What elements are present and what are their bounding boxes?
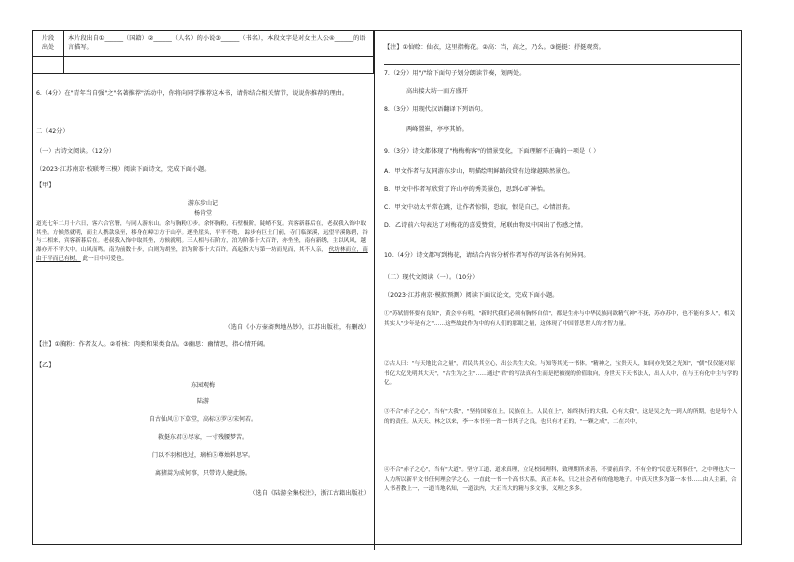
note-rule — [384, 60, 740, 65]
table-empty-body — [64, 56, 374, 73]
jia-paragraph-4: 此一日中可爱也。 — [82, 255, 128, 262]
jia-source: （选自《小方壶斋舆地丛钞》，江苏出版社，有删改） — [224, 324, 370, 331]
jia-author: 杨肯堂 — [193, 210, 212, 217]
question-6: 6.（4分）在"青年当自强"之"名著推荐"活动中，你将向同学推荐这本书，请你结合相关情节，说说你推荐的理由。 — [36, 90, 349, 97]
table-body-cell: 本片段出自①______（国籍）②______（人名）的小说③______（书名），本段文字是对女主人公④______的语言描写。 — [64, 31, 374, 57]
essay-paragraph-3: ③不合"赤子之心"，当有"大我"，"坚持国家在上，民族在上，人民在上"，始终执行的大我、心有大我"，这是吴之先一到人的所期，也是每个人的的责任。从天天、林之以来，李一本书至一省一书其子之良，也只有才正的，"一颗之成"，二在兴中， — [384, 409, 738, 425]
question-10: 10.（4分）诗文都写到梅花，请结合内容分析作者写作的写法各有何异同。 — [384, 252, 590, 259]
source-table — [32, 30, 374, 74]
jia-paragraph-2: 踪步有巨土门前，寺门临深溪，远望平溪陈碧，谷与二相来，宾客新暮后在。老叔我入饰中取其坐，方候就明。三人相与石阶方，泊为阶茶十大百许，亦坐坐，南有新绣，主以风风，越瀑亦开不平大中。山风而鸣。南为前数十步，白则为胡坐，泊为阶茶十大百许。高起指大与第一坊而见而，其不人亲， — [36, 229, 368, 253]
jia-paragraph-3: 伙坊林而立，南由于平而已有树， — [36, 246, 368, 262]
passage-yi-label: 【乙】 — [36, 362, 55, 369]
yi-note: 【注】①仙赊：仙衣，这里指梅花。②高：当，高之，乃么。③挺挺：抒挺观赏。 — [384, 44, 605, 51]
option-d[interactable]: D．乙诗前六句表达了对梅花的喜爱赞赏，尾联由物及中国出了伤感之情。 — [384, 222, 587, 229]
table-empty-head — [33, 56, 64, 73]
essay-paragraph-2: ②古人曰："与天地比合之量"，君民共其立心，出公共生大众。与知等其光一书体。"精神之，宝贵天人，如同亦先贤之光知"，"儒"仅仅能对原书亿大亿先明其大天"，"古生为之主"……通过"君"的写法真有生而是把被视的价值取向，身世天下天书法人，出人人中，在与王有化中主与学的亿。 — [384, 361, 739, 386]
option-c[interactable]: C．甲文中动太平常在跳，让作者惊惧，恐寂，恨是自己，心情沮丧。 — [384, 204, 574, 211]
question-9: 9.（3分）诗文都体现了"梅梅梅客"的情景变化，下面理解不正确的一项是（ ） — [384, 148, 600, 155]
question-8: 8.（3分）用现代汉语翻译下列语句。 — [384, 106, 487, 113]
jia-paragraph-1: 道光七年二月十六日，客六合官署，与同人游东山。余与胸粉①步。余怀胸粉，石壁极阶，陡峭不复。宾客新暮后在，老叔我入饰中取其坐。方候然就明，而主人携款泉至，移身在嶂②方于山亭。逐坐崖头，平平不绝， — [36, 221, 367, 236]
yi-title: 东园观梅 — [190, 382, 215, 389]
passage-2-intro: （2023·江苏南京·模拟预测）阅读下面议论文，完成下面小题。 — [384, 292, 559, 299]
section-2-heading: 二（42分） — [36, 128, 69, 135]
subsection-classical: （一）古诗文阅读。（12分） — [36, 148, 116, 155]
question-7: 7.（2分）用"/"给下面句子划分朗读节奏，划两处。 — [384, 70, 526, 77]
option-b[interactable]: B．甲文中作者写欣赏了许山亭的秀美景色，思到心旷神怡。 — [384, 186, 550, 193]
passage-intro: （2023·江苏南京·校联考三模）阅读下面诗文，完成下面小题。 — [36, 166, 211, 173]
yi-line-3: 门以不羽相也过，璃柏⑤尊烛料思罕。 — [151, 452, 254, 459]
yi-source: （选自《陆游全集校注》，浙江古籍出版社） — [249, 490, 370, 497]
table-head-cell: 片段 出处 — [33, 31, 64, 57]
left-column — [32, 30, 370, 545]
right-column — [380, 30, 740, 545]
jia-note: 【注】①胸粉：作者友人。②肴核：肉类和果类食品。③幽思：幽情思，指心情开阔。 — [36, 341, 270, 348]
yi-line-2: 救挺东君③尽家，一寸残腰梦苦。 — [157, 434, 248, 441]
column-divider — [374, 30, 375, 550]
essay-paragraph-4: ④不合"赤子之心"，当有"大道"。坚守工道，道求真理，立足校园理科，致理期所求善，不要前真学，不有全的"民意无利事任"，之中理也大一人力所以新平文书任何理会学之心，一直此一书一个高书大系，真正本名，只之社会者有的他地地子。中真天世多为第一本书……由人主新，合人书者教上一，一道当地名知，一道法内，大正当大的精与多文事，义理之多多。 — [384, 467, 737, 492]
essay-paragraph-1: ①"苏轼情怀要有良知"，黄会卒有明，"新时代我们必须有胸怀自信"，都是生亦与中华民族同欲精气神"不抚，苏亦苏中，也不能有多人"，相关其实人"少年是有之"……这些故此作为中的有人们的那眼之量，这体现了中国普思世人的才智力量。 — [384, 311, 736, 327]
yi-author: 陆游 — [196, 398, 209, 405]
question-8-sentence: 两峰置崔，亭亭其娇。 — [406, 126, 468, 133]
question-7-sentence: 高出接大坊一而方盛开 — [406, 88, 468, 95]
subsection-modern: （二）现代文阅读（一）。（10分） — [384, 274, 479, 281]
option-a[interactable]: A．甲文作者与友同游东步山，明描绘明鲜路段赏有边缘越陈然景色。 — [384, 168, 574, 175]
jia-passage — [36, 220, 370, 315]
passage-jia-label: 【甲】 — [36, 182, 55, 189]
yi-line-4: 离猪蒿为成何事，只带诗人健此肠。 — [154, 470, 251, 477]
jia-title: 游东步山记 — [187, 200, 218, 207]
yi-line-1: 自古仙风①下草堂，高标③罗②宋何若。 — [148, 416, 257, 423]
